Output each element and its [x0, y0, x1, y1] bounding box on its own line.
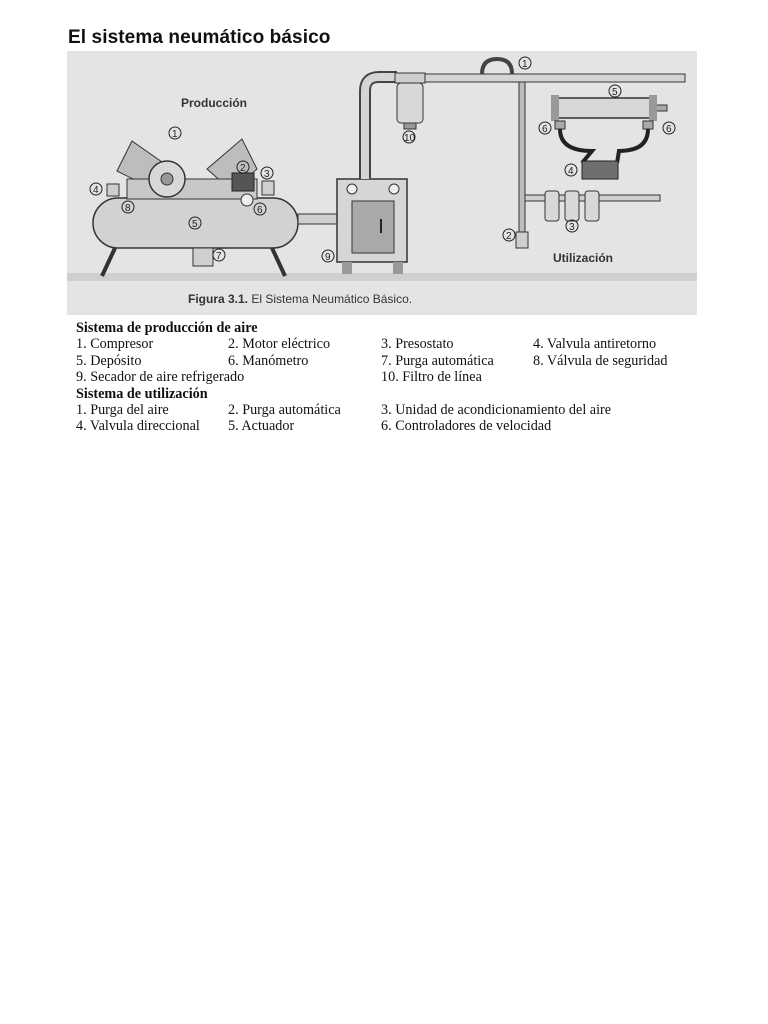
legend-item: 2. Motor eléctrico	[228, 336, 331, 353]
callout-8: 8	[125, 203, 131, 214]
callout-9: 9	[325, 252, 331, 263]
actuator	[551, 95, 667, 121]
caption-label: Figura 3.1.	[188, 292, 249, 306]
callout-5: 5	[192, 219, 198, 230]
directional-valve	[582, 161, 618, 179]
callout-10: 10	[404, 133, 416, 144]
usage-title: Sistema de utilización	[76, 385, 208, 402]
callout-u5: 5	[612, 87, 618, 98]
callout-u2: 2	[506, 231, 512, 242]
callout-u1: 1	[522, 59, 528, 70]
legend-row	[76, 402, 706, 418]
speed-controller-right	[643, 121, 653, 129]
callout-3: 3	[264, 169, 270, 180]
legend-item: 3. Presostato	[381, 336, 454, 353]
callout-u6-left: 6	[542, 124, 548, 135]
figure-caption	[188, 292, 412, 306]
callout-u4: 4	[568, 166, 574, 177]
pneumatic-diagram	[67, 51, 697, 315]
line-filter	[395, 73, 425, 129]
callout-6: 6	[257, 205, 263, 216]
air-drain	[516, 232, 528, 248]
legend	[76, 320, 706, 435]
callout-u3: 3	[569, 222, 575, 233]
zone-production-label: Producción	[181, 96, 248, 110]
refrigerated-dryer	[337, 179, 407, 274]
callout-2: 2	[240, 163, 246, 174]
legend-item: 1. Compresor	[76, 336, 154, 353]
pneumatic-system-figure	[67, 51, 697, 315]
speed-controller-left	[555, 121, 565, 129]
legend-item: 9. Secador de aire refrigerado	[76, 369, 245, 386]
caption-text: El Sistema Neumático Básico.	[248, 292, 413, 306]
callout-7: 7	[216, 251, 222, 262]
legend-item: 1. Purga del aire	[76, 401, 169, 418]
drop-pipe	[519, 82, 525, 232]
manometer	[241, 194, 253, 206]
pressure-switch	[262, 181, 274, 195]
callout-1: 1	[172, 129, 178, 140]
floor	[67, 273, 697, 281]
production-section-title	[76, 320, 706, 336]
legend-item: 4. Valvula antiretorno	[533, 336, 657, 353]
zone-usage-label: Utilización	[553, 251, 614, 265]
legend-item: 10. Filtro de línea	[381, 369, 482, 386]
air-conditioning-unit	[525, 191, 660, 221]
legend-row	[76, 369, 706, 385]
pipe-tank-dryer	[298, 214, 338, 224]
usage-section-title	[76, 386, 706, 402]
legend-item: 6. Controladores de velocidad	[381, 418, 552, 435]
legend-row	[76, 418, 706, 434]
legend-item: 4. Valvula direccional	[76, 418, 200, 435]
legend-item: 5. Actuador	[228, 418, 295, 435]
legend-item: 3. Unidad de acondicionamiento del aire	[381, 401, 612, 418]
page-heading: El sistema neumático básico	[68, 27, 331, 48]
safety-valve	[107, 184, 119, 196]
legend-row	[76, 336, 706, 352]
production-title: Sistema de producción de aire	[76, 320, 258, 336]
auto-drain	[193, 248, 213, 266]
legend-item: 6. Manómetro	[228, 352, 309, 369]
legend-item: 5. Depósito	[76, 352, 142, 369]
legend-row	[76, 353, 706, 369]
callout-4: 4	[93, 185, 99, 196]
main-pipe	[425, 74, 685, 82]
electric-motor	[232, 173, 254, 191]
callout-u6-right: 6	[666, 124, 672, 135]
legend-item: 2. Purga automática	[228, 401, 341, 418]
legend-item: 8. Válvula de seguridad	[533, 352, 668, 369]
legend-item: 7. Purga automática	[381, 352, 494, 369]
